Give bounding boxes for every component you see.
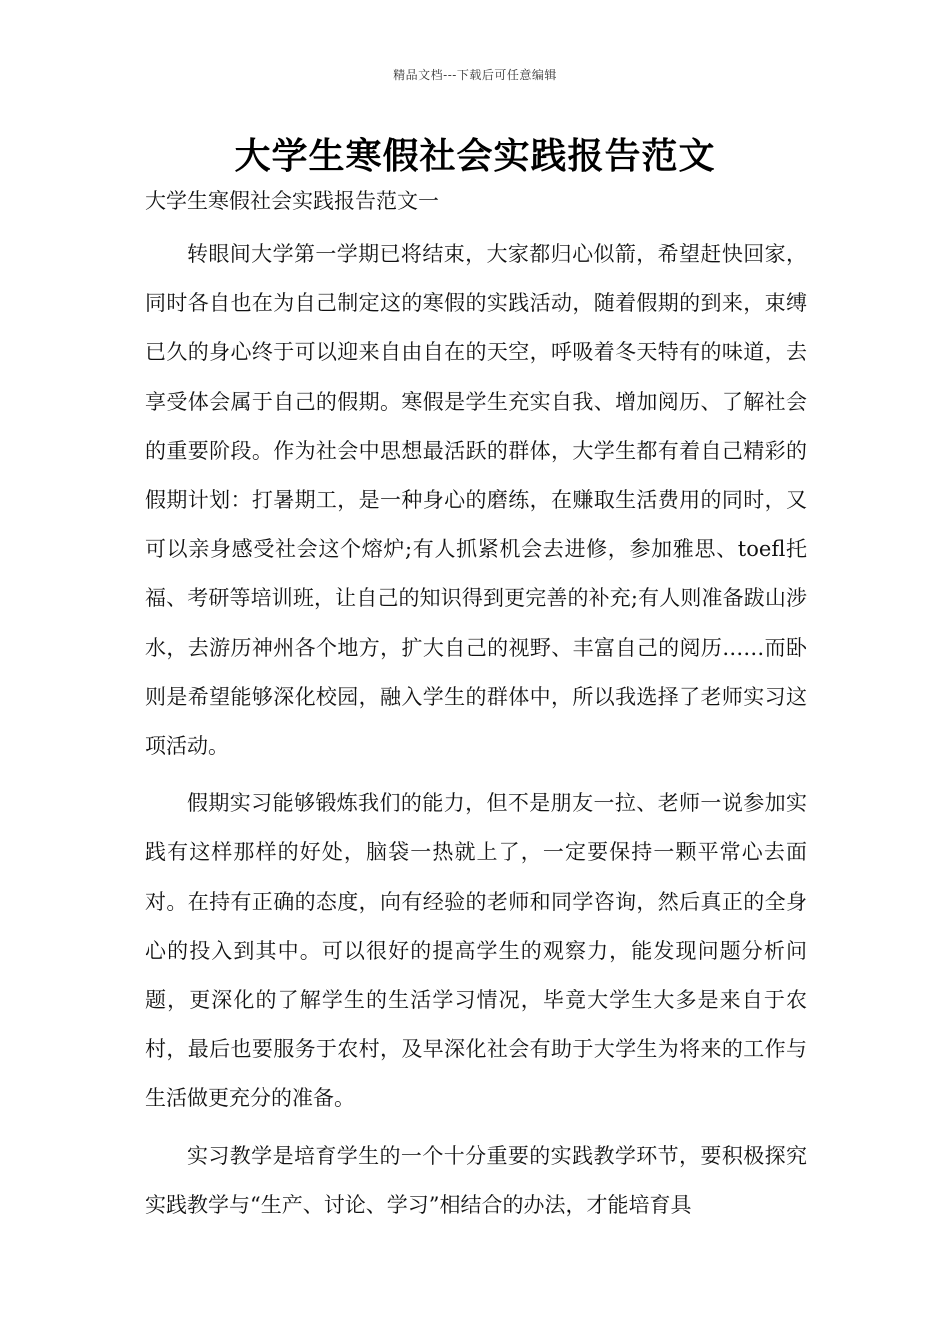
document-body (145, 230, 807, 1238)
header-note: 精品文档---下载后可任意编辑 (393, 68, 557, 82)
paragraph-1: 转眼间大学第一学期已将结束，大家都归心似箭，希望赶快回家，同时各自也在为自己制定这的寒假的实践活动，随着假期的到来，束缚已久的身心终于可以迎来自由自在的天空，呼吸着冬天特有的味道，去享受体会属于自己的假期。寒假是学生充实自我、增加阅历、了解社会的重要阶段。作为社会中思想最活跃的群体，大学生都有着自己精彩的假期计划：打暑期工，是一种身心的磨练，在赚取生活费用的同时，又可以亲身感受社会这个熔炉;有人抓紧机会去进修，参加雅思、toefl托福、考研等培训班，让自己的知识得到更完善的补充;有人则准备跋山涉水，去游历神州各个地方，扩大自己的视野、丰富自己的阅历……而卧则是希望能够深化校园，融入学生的群体中，所以我选择了老师实习这项活动。 (145, 242, 807, 759)
paragraph-3: 实习教学是培育学生的一个十分重要的实践教学环节，要积极探究实践教学与“生产、讨论、学习”相结合的办法，才能培育具 (145, 1143, 807, 1217)
section-subtitle: 大学生寒假社会实践报告范文一 (145, 189, 439, 213)
document-title: 大学生寒假社会实践报告范文 (234, 136, 716, 177)
paragraph-2: 假期实习能够锻炼我们的能力，但不是朋友一拉、老师一说参加实践有这样那样的好处，脑袋一热就上了，一定要保持一颗平常心去面对。在持有正确的态度，向有经验的老师和同学咨询，然后真正的全身心的投入到其中。可以很好的提高学生的观察力，能发现问题分析问题，更深化的了解学生的生活学习情况，毕竟大学生大多是来自于农村，最后也要服务于农村，及早深化社会有助于大学生为将来的工作与生活做更充分的准备。 (145, 791, 807, 1111)
